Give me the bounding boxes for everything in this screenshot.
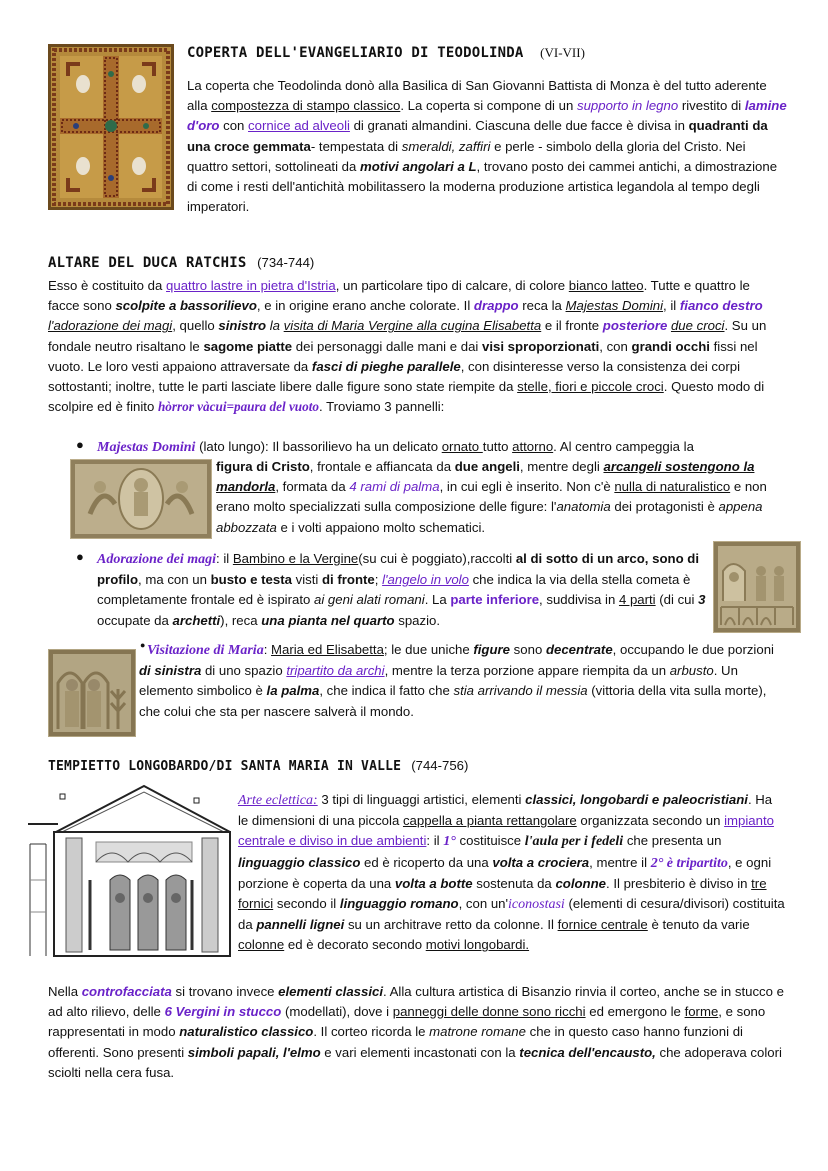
- text-run: . Un elemento simbolico è: [139, 663, 738, 699]
- bullet-dot: ●: [140, 640, 146, 650]
- text-run: , occupando le due porzioni: [612, 642, 774, 657]
- text-run: tripartito da archi: [286, 663, 385, 679]
- text-run: ed emergono le: [585, 1004, 685, 1020]
- text-run: arcangeli sostengono la mandorla: [216, 459, 755, 495]
- section-date: (VI-VII): [540, 45, 585, 60]
- text-run: 6 Vergini in stucco: [164, 1004, 282, 1020]
- text-run: volta a botte: [394, 875, 473, 891]
- text-run: Maria ed Elisabetta: [271, 642, 384, 657]
- text-run: fianco destro: [679, 298, 763, 314]
- text-run: motivi longobardi.: [425, 937, 530, 953]
- text-run: , mentre degli: [519, 459, 604, 474]
- section-title-text: COPERTA DELL'EVANGELIARIO DI TEODOLINDA: [187, 45, 524, 61]
- text-run: , suddivisa in: [539, 592, 619, 608]
- text-run: tecnica dell'encausto,: [519, 1044, 656, 1060]
- text-run: di fronte: [322, 572, 375, 588]
- text-run: , e sono rappresentati in modo: [48, 1004, 766, 1040]
- text-run: , con disinteresse verso la consistenza dei corpi sottostanti; inoltre, tutte le parti lasciate libere dalle figure sono state riempite da: [48, 358, 740, 395]
- text-run: colonne: [238, 937, 285, 953]
- text-run: visti: [291, 572, 322, 588]
- text-run: che adoperava colori sciolti nella cera fusa.: [48, 1044, 782, 1080]
- text-run: che in questo caso hanno funzioni di offerenti. Sono presenti: [48, 1024, 743, 1060]
- text-run: e vari elementi incastonati con la: [320, 1044, 520, 1060]
- section-title-evangeliario: [187, 45, 585, 61]
- text-run: 3 tipi di linguaggi artistici, elementi: [317, 792, 526, 807]
- text-run: occupate da: [97, 612, 173, 628]
- text-run: . La: [424, 592, 451, 608]
- section-title-ratchis: [48, 255, 314, 271]
- text-run: decentrate: [545, 642, 613, 657]
- bullet-dot: ●: [76, 437, 84, 452]
- text-run: , quello: [172, 318, 219, 334]
- adorazione-paragraph: [97, 549, 709, 631]
- text-run: cappella a pianta rettangolare: [402, 813, 577, 829]
- text-run: , con: [599, 338, 632, 354]
- text-run: La coperta che Teodolinda donò alla Basilica di San Giovanni Battista di Monza è del tutto aderente alla: [187, 78, 767, 114]
- text-run: (modellati), dove i: [281, 1004, 393, 1020]
- text-run: la: [269, 318, 280, 334]
- text-run: . Troviamo 3 pannelli:: [319, 399, 445, 415]
- text-run: : il: [426, 833, 444, 849]
- text-run: lamine d'oro: [187, 98, 787, 134]
- text-run: bianco latteo: [568, 278, 644, 293]
- text-run: l'angelo in volo: [382, 572, 469, 588]
- text-run: figura di Cristo: [216, 459, 310, 474]
- text-run: . Al centro campeggia la: [553, 439, 694, 454]
- text-run: stia arrivando il messia: [453, 683, 588, 699]
- section-title-tempietto: [48, 758, 468, 774]
- text-run: 1°: [443, 834, 456, 850]
- tempietto-paragraph: [238, 790, 786, 956]
- text-run: visita di Maria Vergine alla cugina Elisabetta: [283, 318, 542, 334]
- visitazione-relief-image: [48, 649, 136, 737]
- text-run: , un particolare tipo di calcare, di colore: [335, 278, 569, 293]
- text-run: fissi nel vuoto. Le loro vesti appaiono attraversate da: [48, 338, 758, 374]
- text-run: supporto in legno: [577, 98, 679, 114]
- text-run: dei personaggi dalle mani e dai: [292, 338, 483, 354]
- text-run: Majestas Domini: [97, 440, 196, 455]
- text-run: busto e testa: [210, 572, 292, 588]
- text-run: si trovano invece: [171, 984, 279, 999]
- text-run: impianto centrale e diviso in due ambienti: [238, 813, 774, 849]
- text-run: Esso è costituito da: [48, 278, 167, 293]
- text-run: l'aula per i fedeli: [524, 834, 624, 850]
- text-run: di granati almandini. Ciascuna delle due facce è divisa in: [349, 118, 689, 134]
- text-run: colonne: [555, 875, 606, 891]
- text-run: nulla di naturalistico: [614, 479, 731, 495]
- text-run: sostenuta da: [472, 875, 556, 891]
- text-run: 2° è tripartito: [650, 855, 728, 871]
- text-run: ed è decorato secondo: [284, 937, 426, 953]
- text-run: che presenta un: [623, 833, 722, 849]
- text-run: ornato: [441, 439, 483, 454]
- section-title-text: TEMPIETTO LONGOBARDO/DI SANTA MARIA IN VALLE: [48, 759, 402, 774]
- text-run: ai geni alati romani: [313, 592, 425, 608]
- text-run: motivi angolari a L: [360, 158, 477, 174]
- text-run: (elementi di cesura/divisori) costituita da: [238, 896, 785, 933]
- text-run: (di cui: [655, 592, 699, 608]
- text-run: e il fronte: [541, 318, 603, 334]
- text-run: che indica la via della stella cometa è completamente frontale ed è ispirato: [97, 572, 691, 608]
- text-run: di uno spazio: [201, 663, 287, 679]
- text-run: , trovano posto dei cammei antichi, a dimostrazione di come i resti dell'antichità mobilitassero la moderna produzione artistica legandola al tempo degli imperatori.: [187, 158, 778, 215]
- text-run: . Il presbiterio è diviso in: [606, 875, 752, 891]
- text-run: reca la: [518, 298, 566, 314]
- text-run: ), reca: [220, 612, 262, 628]
- text-run: grandi occhi: [631, 338, 710, 354]
- text-run: arbusto: [669, 663, 714, 679]
- text-run: , in cui egli è inserito. Non c'è: [439, 479, 615, 495]
- text-run: elementi classici: [278, 984, 384, 999]
- text-run: l'adorazione dei magi: [48, 318, 173, 334]
- text-run: , mentre il: [589, 854, 651, 870]
- text-run: ; le due uniche: [383, 642, 474, 657]
- text-run: 4 rami di palma: [349, 479, 440, 495]
- text-run: 4 parti: [618, 592, 656, 608]
- section-title-text: ALTARE DEL DUCA RATCHIS: [48, 255, 247, 271]
- text-run: , ma con un: [138, 572, 211, 588]
- section-date: (734-744): [257, 255, 315, 270]
- text-run: sinistro: [218, 318, 267, 334]
- text-run: classici, longobardi e paleocristiani: [525, 792, 748, 807]
- text-run: hòrror vàcui=paura del vuoto: [157, 399, 319, 415]
- text-run: 3: [698, 592, 706, 608]
- text-run: al di sotto di un arco, sono di profilo: [97, 551, 700, 588]
- text-run: . La coperta si compone di un: [400, 98, 577, 114]
- text-run: . Su un fondale neutro risaltano le: [48, 318, 767, 354]
- text-run: Nella: [48, 984, 82, 999]
- text-run: (lato lungo): Il bassorilievo ha un delicato: [195, 439, 442, 454]
- text-run: . Questo modo di scolpire ed è finito: [48, 379, 765, 415]
- text-run: , con un': [458, 896, 509, 912]
- majestas-domini-relief-image: [70, 459, 212, 539]
- text-run: Arte eclettica:: [238, 793, 318, 808]
- text-run: sono: [510, 642, 546, 657]
- text-run: con: [219, 118, 249, 134]
- text-run: visi sproporzionati: [482, 338, 600, 354]
- text-run: , mentre la terza porzione appare riempita da un: [384, 663, 670, 679]
- text-run: :: [263, 642, 272, 657]
- text-run: e i volti appaiono molto schematici.: [276, 519, 486, 535]
- text-run: organizzata secondo un: [576, 813, 725, 829]
- text-run: parte inferiore: [450, 592, 540, 608]
- text-run: controfacciata: [81, 984, 172, 999]
- text-run: anatomia: [556, 499, 611, 515]
- text-run: una pianta nel quarto: [261, 612, 395, 628]
- text-run: cornice ad alveoli: [248, 118, 350, 134]
- visitazione-paragraph: [139, 640, 787, 722]
- text-run: posteriore: [602, 318, 668, 334]
- ratchis-paragraph: [48, 276, 783, 417]
- text-run: due croci: [670, 318, 725, 334]
- text-run: fasci di pieghe parallele: [311, 358, 461, 374]
- text-run: ;: [374, 572, 383, 588]
- text-run: tutto: [482, 439, 513, 454]
- text-run: , formata da: [275, 479, 350, 495]
- text-run: , e ogni porzione è coperta da una: [238, 854, 772, 891]
- text-run: appena abbozzata: [216, 499, 763, 535]
- controfacciata-paragraph: [48, 982, 786, 1083]
- text-run: e non erano molto specializzati sulla composizione delle figure: l': [216, 479, 767, 515]
- text-run: forme: [684, 1004, 719, 1020]
- text-run: compostezza di stampo classico: [211, 98, 401, 114]
- adorazione-magi-relief-image: [713, 541, 801, 633]
- section-date: (744-756): [411, 758, 469, 773]
- tempietto-section-drawing: [26, 780, 234, 960]
- text-run: panneggi delle donne sono ricchi: [392, 1004, 586, 1020]
- bullet-dot: ●: [76, 549, 84, 564]
- text-run: spazio.: [394, 612, 441, 628]
- text-run: . Ha le dimensioni di una piccola: [238, 792, 773, 829]
- text-run: figure: [473, 642, 511, 657]
- text-run: sagome piatte: [203, 338, 293, 354]
- text-run: linguaggio romano: [339, 896, 459, 912]
- text-run: Bambino e la Vergine: [232, 551, 359, 566]
- text-run: e perle - simbolo della gloria del Cristo. Nei quattro settori, sottolineati da: [187, 138, 746, 174]
- text-run: rivestito di: [678, 98, 745, 114]
- text-run: ed è ricoperto da una: [360, 854, 493, 870]
- text-run: drappo: [473, 298, 519, 314]
- text-run: simboli papali, l'elmo: [187, 1044, 321, 1060]
- text-run: . Il corteo ricorda le: [313, 1024, 430, 1040]
- text-run: matrone romane: [429, 1024, 526, 1040]
- text-run: , frontale e affiancata da: [309, 459, 455, 474]
- text-run: scolpite a bassorilievo: [115, 298, 257, 314]
- text-run: tre fornici: [238, 875, 767, 912]
- text-run: è tenuto da varie: [647, 917, 750, 933]
- majestas-line1: [97, 437, 787, 458]
- text-run: di sinistra: [139, 663, 202, 679]
- text-run: stelle, fiori e piccole croci: [517, 379, 664, 395]
- text-run: Adorazione dei magi: [97, 552, 217, 567]
- text-run: , che indica il fatto che: [319, 683, 454, 699]
- text-run: due angeli: [454, 459, 520, 474]
- majestas-paragraph: [216, 457, 786, 538]
- text-run: , il: [663, 298, 680, 314]
- text-run: dei protagonisti è: [610, 499, 719, 515]
- evangeliario-paragraph: [187, 76, 787, 217]
- text-run: . Tutte e quattro le facce sono: [48, 278, 750, 314]
- text-run: quadranti da una croce gemmata: [187, 118, 768, 154]
- text-run: Majestas Domini: [565, 298, 664, 314]
- text-run: secondo il: [273, 896, 340, 912]
- text-run: volta a crociera: [492, 854, 590, 870]
- text-run: quattro lastre in pietra d'Istria: [166, 278, 336, 293]
- text-run: : il: [216, 551, 233, 566]
- text-run: la palma: [266, 683, 320, 699]
- text-run: iconostasi: [508, 897, 565, 913]
- text-run: , e in origine erano anche colorate. Il: [256, 298, 474, 314]
- text-run: Visitazione di Maria: [147, 643, 264, 658]
- evangeliario-cover-image: [48, 44, 174, 210]
- text-run: - tempestata di: [310, 138, 402, 154]
- text-run: smeraldi, zaffiri: [401, 138, 491, 154]
- text-run: su un architrave retto da colonne. Il: [344, 917, 558, 933]
- text-run: attorno: [512, 439, 554, 454]
- text-run: linguaggio classico: [238, 854, 361, 870]
- text-run: archetti: [172, 612, 221, 628]
- text-run: naturalistico classico: [179, 1024, 314, 1040]
- text-run: . Alla cultura artistica di Bisanzio rinvia il corteo, anche se in stucco e ad alto rilievo, delle: [48, 984, 784, 1020]
- text-run: (su cui è poggiato),raccolti: [358, 551, 516, 566]
- text-run: (vittoria della vita sulla morte), che colui che sta per nascere salverà il mondo.: [139, 683, 767, 719]
- text-run: costituisce: [455, 833, 525, 849]
- text-run: pannelli lignei: [256, 917, 345, 933]
- text-run: fornice centrale: [557, 917, 648, 933]
